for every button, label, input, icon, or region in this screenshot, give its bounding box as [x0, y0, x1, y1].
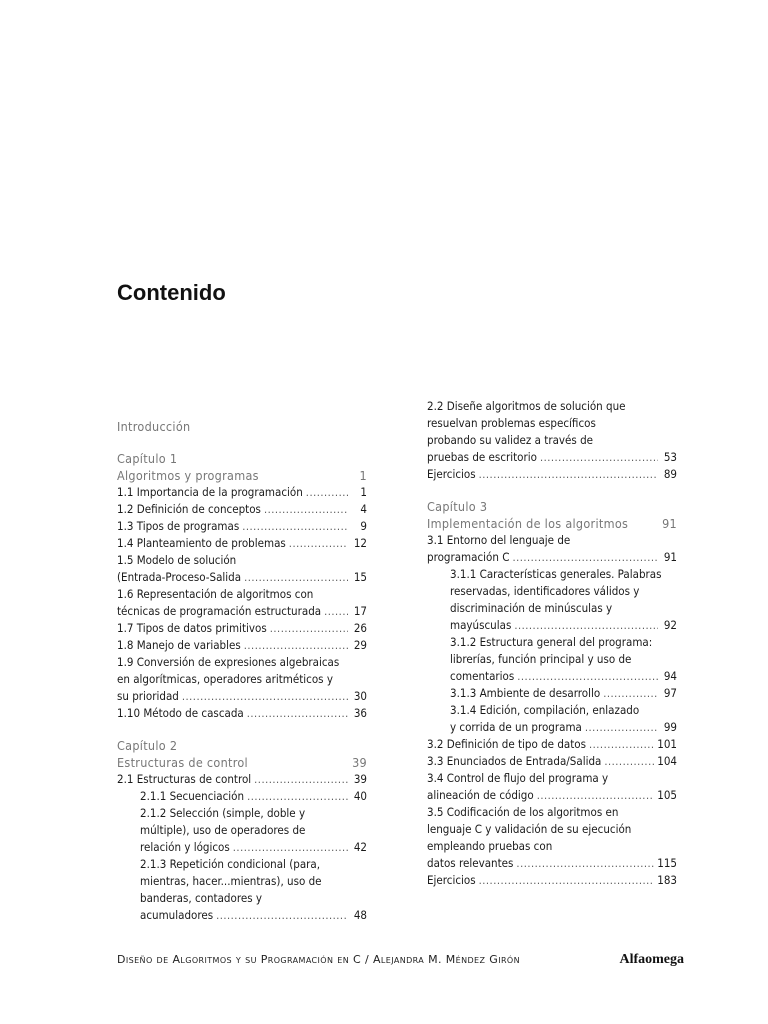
- footer-book-credit: Diseño de Algoritmos y su Programación en C / Alejandra M. Méndez Girón: [117, 953, 520, 966]
- page-footer: [117, 952, 684, 968]
- chapter-1-title: Algoritmos y programas 1: [117, 468, 367, 483]
- toc-entry-3-1-3: 3.1.3 Ambiente de desarrollo ..... 97: [427, 685, 677, 702]
- toc-entry-1-9: 1.9 Conversión de expresiones algebraicas: [117, 655, 340, 669]
- toc-entry-1-2: 1.2 Definición de conceptos ..... 4: [117, 501, 367, 518]
- toc-entry-3-1-1-l3: discriminación de minúsculas y: [450, 601, 613, 615]
- chapter-3-title: Implementación de los algoritmos 91: [427, 516, 677, 531]
- chapter-1-label: Capítulo 1: [117, 451, 178, 466]
- toc-entry-3-2: 3.2 Definición de tipo de datos ..... 101: [427, 736, 677, 753]
- toc-entry-3-5-l2: lenguaje C y validación de su ejecución: [427, 822, 632, 836]
- toc-ejercicios-3: Ejercicios ..... 183: [427, 872, 677, 889]
- toc-entry-3-1-2-last: comentarios ..... 94: [427, 668, 677, 685]
- toc-entry-1-4: 1.4 Planteamiento de problemas ..... 12: [117, 535, 367, 552]
- toc-entry-2-1-2: 2.1.2 Selección (simple, doble y: [140, 806, 306, 820]
- toc-entry-2-2: 2.2 Diseñe algoritmos de solución que: [427, 399, 626, 413]
- toc-entry-1-1: 1.1 Importancia de la programación ..... 1: [117, 484, 367, 501]
- toc-entry-1-5-cont: (Entrada-Proceso-Salida ..... 15: [117, 569, 367, 586]
- toc-entry-3-1-2: 3.1.2 Estructura general del programa:: [450, 635, 653, 649]
- chapter-2-label: Capítulo 2: [117, 738, 178, 753]
- chapter-2-title: Estructuras de control 39: [117, 755, 367, 770]
- toc-entry-3-5-last: datos relevantes ..... 115: [427, 855, 677, 872]
- toc-left-column: [117, 418, 367, 924]
- toc-entry-1-6-cont: técnicas de programación estructurada ..... 17: [117, 603, 367, 620]
- toc-entry-2-1-2-cont1: múltiple), uso de operadores de: [140, 823, 306, 837]
- toc-entry-3-1-1-l2: reservadas, identificadores válidos y: [450, 584, 640, 598]
- toc-entry-3-5-l3: empleando pruebas con: [427, 839, 553, 853]
- publisher-logo: Alfaomega: [619, 952, 684, 967]
- toc-entry-3-5: 3.5 Codificación de los algoritmos en: [427, 805, 619, 819]
- toc-entry-1-10: 1.10 Método de cascada ..... 36: [117, 705, 367, 722]
- toc-entry-1-6: 1.6 Representación de algoritmos con: [117, 587, 314, 601]
- toc-entry-1-8: 1.8 Manejo de variables ..... 29: [117, 637, 367, 654]
- toc-entry-1-5: 1.5 Modelo de solución: [117, 553, 237, 567]
- toc-entry-2-2-l3: probando su validez a través de: [427, 433, 594, 447]
- toc-entry-3-1-1: 3.1.1 Características generales. Palabras: [450, 567, 662, 581]
- toc-entry-1-9-cont1: en algorítmicas, operadores aritméticos y: [117, 672, 333, 686]
- toc-entry-2-1: 2.1 Estructuras de control ..... 39: [117, 771, 367, 788]
- toc-entry-3-1: 3.1 Entorno del lenguaje de: [427, 533, 571, 547]
- toc-entry-1-7: 1.7 Tipos de datos primitivos ..... 26: [117, 620, 367, 637]
- toc-entry-2-1-3: 2.1.3 Repetición condicional (para,: [140, 857, 321, 871]
- toc-entry-2-2-last: pruebas de escritorio ..... 53: [427, 449, 677, 466]
- toc-entry-1-3: 1.3 Tipos de programas ..... 9: [117, 518, 367, 535]
- toc-entry-2-2-l2: resuelvan problemas específicos: [427, 416, 596, 430]
- toc-right-column: [427, 398, 677, 889]
- toc-entry-3-4: 3.4 Control de flujo del programa y: [427, 771, 609, 785]
- toc-entry-2-1-3-cont1: mientras, hacer...mientras), uso de: [140, 874, 322, 888]
- toc-entry-1-9-cont: su prioridad ..... 30: [117, 688, 367, 705]
- toc-entry-2-1-3-cont2: banderas, contadores y: [140, 891, 262, 905]
- toc-entry-2-1-1: 2.1.1 Secuenciación ..... 40: [117, 788, 367, 805]
- toc-entry-3-1-1-last: mayúsculas ..... 92: [427, 617, 677, 634]
- chapter-3-label: Capítulo 3: [427, 499, 488, 514]
- toc-ejercicios-2: Ejercicios ..... 89: [427, 466, 677, 483]
- toc-entry-3-4-last: alineación de código ..... 105: [427, 787, 677, 804]
- toc-entry-2-1-3-cont: acumuladores ..... 48: [117, 907, 367, 924]
- toc-entry-3-3: 3.3 Enunciados de Entrada/Salida ..... 104: [427, 753, 677, 770]
- toc-entry-3-1-4: 3.1.4 Edición, compilación, enlazado: [450, 703, 640, 717]
- toc-entry-3-1-4-last: y corrida de un programa ..... 99: [427, 719, 677, 736]
- page-title: Contenido: [117, 280, 226, 305]
- toc-entry-2-1-2-cont: relación y lógicos ..... 42: [117, 839, 367, 856]
- toc-entry-3-1-2-l2: librerías, función principal y uso de: [450, 652, 632, 666]
- toc-intro: Introducción: [117, 419, 191, 434]
- toc-entry-3-1-last: programación C ..... 91: [427, 549, 677, 566]
